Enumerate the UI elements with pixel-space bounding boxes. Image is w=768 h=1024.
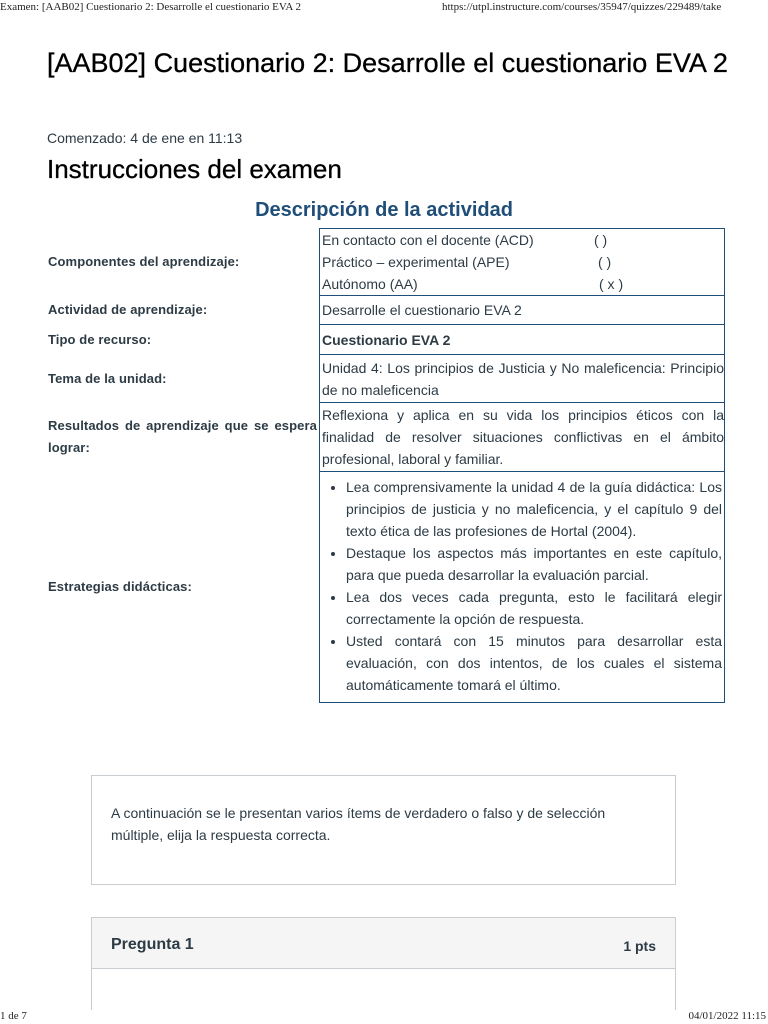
instructions-title: Instrucciones del examen [47, 154, 342, 184]
question-points: 1 pts [623, 938, 656, 954]
components-value [320, 229, 725, 296]
table-row [47, 403, 725, 472]
list-item: • Lea dos veces cada pregunta, esto le facilitará elegir correctamente la opción de respuesta. [346, 586, 724, 630]
resource-value: Cuestionario EVA 2 [320, 325, 725, 355]
table-row [47, 472, 725, 703]
activity-value: Desarrolle el cuestionario EVA 2 [320, 296, 725, 325]
component-mark: ( ) [594, 232, 608, 248]
component-text: En contacto con el docente (ACD) [322, 232, 534, 248]
activity-heading: Descripción de la actividad [255, 199, 513, 221]
quiz-title: [AAB02] Cuestionario 2: Desarrolle el cuestionario EVA 2 [47, 48, 728, 78]
strategies-list [322, 472, 724, 702]
table-row [47, 296, 725, 325]
intro-text-box [91, 775, 676, 885]
started-timestamp: Comenzado: 4 de ene en 11:13 [47, 130, 243, 146]
list-item: • Usted contará con 15 minutos para desarrollar esta evaluación, con dos intentos, de los cuales el sistema automáticamente tomará el último. [346, 630, 724, 696]
strategies-value [320, 472, 725, 703]
activity-label: Actividad de aprendizaje: [48, 302, 208, 317]
components-label: Componentes del aprendizaje: [48, 254, 240, 269]
print-header-url: https://utpl.instructure.com/courses/35947/quizzes/229489/take [442, 1, 722, 13]
list-item [322, 273, 724, 295]
resource-label: Tipo de recurso: [48, 331, 152, 347]
list-item [322, 229, 724, 251]
component-mark: ( ) [598, 254, 612, 270]
topic-label: Tema de la unidad: [48, 370, 167, 386]
print-header [0, 0, 768, 16]
print-footer [0, 1010, 768, 1024]
component-text: Autónomo (AA) [322, 276, 418, 292]
table-row [47, 229, 725, 296]
page-number: 1 de 7 [0, 1010, 27, 1022]
component-text: Práctico – experimental (APE) [322, 254, 510, 270]
activity-description-table [47, 228, 725, 703]
results-value: Reflexiona y aplica en su vida los principios éticos con la finalidad de resolver situaciones conflictivas en el ámbito profesional, laboral y familiar. [320, 403, 725, 472]
strategies-label: Estrategias didácticas: [48, 579, 192, 594]
list-item: • Destaque los aspectos más importantes en este capítulo, para que pueda desarrollar la evaluación parcial. [346, 542, 724, 586]
question-card [91, 917, 676, 1010]
question-header [92, 918, 675, 969]
table-row [47, 355, 725, 403]
topic-value: Unidad 4: Los principios de Justicia y No maleficencia: Principio de no maleficencia [320, 355, 725, 403]
component-mark: ( x ) [599, 276, 624, 292]
intro-text: A continuación se le presentan varios ítems de verdadero o falso y de selección múltiple, elija la respuesta correcta. [111, 805, 606, 843]
table-row [47, 325, 725, 355]
print-datetime: 04/01/2022 11:15 [688, 1010, 766, 1022]
print-header-title: Examen: [AAB02] Cuestionario 2: Desarrolle el cuestionario EVA 2 [0, 1, 302, 13]
results-label: Resultados de aprendizaje que se espera lograr: [48, 418, 317, 455]
question-name: Pregunta 1 [111, 936, 194, 953]
list-item: • Lea comprensivamente la unidad 4 de la guía didáctica: Los principios de justicia y no maleficencia, y el capítulo 9 del texto ética de las profesiones de Hortal (2004). [346, 476, 724, 542]
list-item [322, 251, 724, 273]
